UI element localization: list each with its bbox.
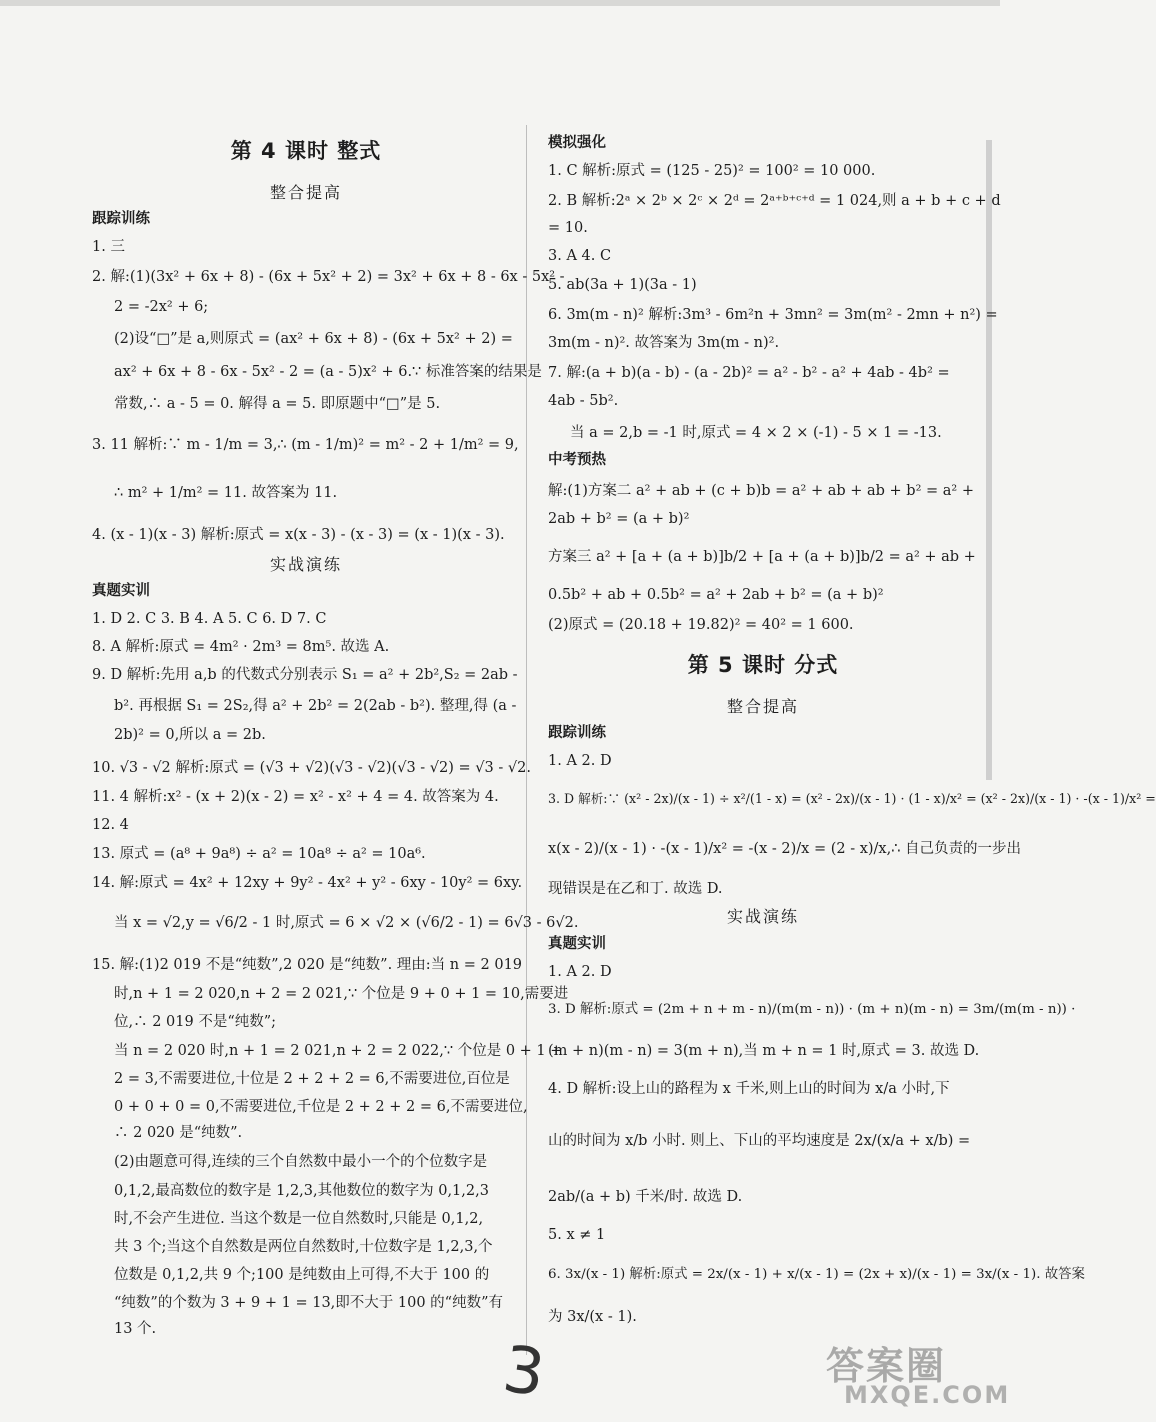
watermark-main-text: 答案圈: [826, 1344, 947, 1388]
answer-line: x(x - 2)/(x - 1) · -(x - 1)/x² = -(x - 2)/x = (2 - x)/x,∴ 自己负责的一步出: [548, 841, 1022, 857]
answer-line: 8. A 解析:原式 = 4m² · 2m³ = 8m⁵. 故选 A.: [92, 639, 390, 655]
answer-line: 12. 4: [92, 817, 129, 833]
answer-line: 2ab + b² = (a + b)²: [548, 511, 690, 527]
answer-line: 10. √3 - √2 解析:原式 = (√3 + √2)(√3 - √2)(√3 - √2) = √3 - √2.: [92, 760, 531, 776]
answer-line: 1. C 解析:原式 = (125 - 25)² = 100² = 10 000.: [548, 163, 876, 179]
answer-line: (m + n)(m - n) = 3(m + n),当 m + n = 1 时,原式 = 3. 故选 D.: [548, 1043, 980, 1059]
answer-line: 当 n = 2 020 时,n + 1 = 2 021,n + 2 = 2 022,∵ 个位是 0 + 1 +: [114, 1043, 563, 1059]
answer-line: (2)原式 = (20.18 + 19.82)² = 40² = 1 600.: [548, 617, 854, 633]
subsection-heading: 真题实训: [92, 583, 150, 599]
answer-line: 3. D 解析:原式 = (2m + n + m - n)/(m(m - n)) · (m + n)(m - n) = 3m/(m(m - n)) ·: [548, 1002, 1076, 1017]
answer-line: 5. ab(3a + 1)(3a - 1): [548, 277, 697, 293]
answer-line: ax² + 6x + 8 - 6x - 5x² - 2 = (a - 5)x² + 6.∵ 标准答案的结果是: [114, 364, 542, 380]
subsection-heading: 跟踪训练: [92, 211, 150, 227]
section-heading: 整合提高: [269, 183, 342, 202]
answer-line: b². 再根据 S₁ = 2S₂,得 a² + 2b² = 2(2ab - b²). 整理,得 (a -: [114, 698, 517, 714]
answer-line: 2. B 解析:2ᵃ × 2ᵇ × 2ᶜ × 2ᵈ = 2ᵃ⁺ᵇ⁺ᶜ⁺ᵈ = 1 024,则 a + b + c + d: [548, 193, 1001, 209]
answer-line: 4ab - 5b².: [548, 393, 619, 409]
answer-line: 13 个.: [114, 1321, 157, 1337]
answer-line: 7. 解:(a + b)(a - b) - (a - 2b)² = a² - b² - a² + 4ab - 4b² =: [548, 365, 950, 381]
subsection-heading: 中考预热: [548, 452, 606, 468]
answer-line: 位数是 0,1,2,共 9 个;100 是纯数由上可得,不大于 100 的: [114, 1267, 490, 1283]
answer-line: 3m(m - n)². 故答案为 3m(m - n)².: [548, 335, 780, 351]
answer-line: 时,n + 1 = 2 020,n + 2 = 2 021,∵ 个位是 9 + 0 + 1 = 10,需要进: [114, 986, 569, 1002]
subsection-heading: 模拟强化: [548, 135, 606, 151]
section-heading: 整合提高: [726, 697, 799, 716]
section-heading: 实战演练: [269, 555, 342, 574]
answer-line: 方案三 a² + [a + (a + b)]b/2 + [a + (a + b)]b/2 = a² + ab +: [548, 549, 976, 565]
answer-line: 现错误是在乙和丁. 故选 D.: [548, 881, 723, 897]
answer-line: 2 = 3,不需要进位,十位是 2 + 2 + 2 = 6,不需要进位,百位是: [114, 1071, 510, 1087]
column-divider: [526, 125, 527, 1355]
answer-line: 0.5b² + ab + 0.5b² = a² + 2ab + b² = (a + b)²: [548, 587, 884, 603]
answer-line: (2)设“□”是 a,则原式 = (ax² + 6x + 8) - (6x + 5x² + 2) =: [114, 331, 513, 347]
answer-line: 当 x = √2,y = √6/2 - 1 时,原式 = 6 × √2 × (√6/2 - 1) = 6√3 - 6√2.: [114, 915, 579, 931]
answer-line: 当 a = 2,b = -1 时,原式 = 4 × 2 × (-1) - 5 × 1 = -13.: [570, 425, 942, 441]
answer-line: 1. 三: [92, 239, 125, 255]
subsection-heading: 跟踪训练: [548, 725, 606, 741]
answer-line: 2b)² = 0,所以 a = 2b.: [114, 727, 266, 743]
lesson-title-5: 第 5 课时 分式: [687, 653, 839, 677]
answer-line: 14. 解:原式 = 4x² + 12xy + 9y² - 4x² + y² - 6xy - 10y² = 6xy.: [92, 875, 523, 891]
answer-line: 3. D 解析:∵ (x² - 2x)/(x - 1) ÷ x²/(1 - x) = (x² - 2x)/(x - 1) · (1 - x)/x² = (x² - 2x)/(x - 1) · -(x - 1)/x² =: [548, 791, 1156, 806]
answer-line: 山的时间为 x/b 小时. 则上、下山的平均速度是 2x/(x/a + x/b) =: [548, 1133, 971, 1149]
answer-line: 6. 3m(m - n)² 解析:3m³ - 6m²n + 3mn² = 3m(m² - 2mn + n²) =: [548, 307, 998, 323]
lesson-title-4: 第 4 课时 整式: [230, 139, 382, 163]
answer-line: 0 + 0 + 0 = 0,不需要进位,千位是 2 + 2 + 2 = 6,不需要进位,: [114, 1099, 528, 1115]
answer-line: 2 = -2x² + 6;: [114, 299, 209, 315]
answer-line: ∴ m² + 1/m² = 11. 故答案为 11.: [114, 485, 338, 501]
subsection-heading: 真题实训: [548, 936, 606, 952]
watermark-logo: [826, 1335, 1011, 1413]
answer-line: 1. A 2. D: [548, 753, 612, 769]
page-edge-mark: [986, 140, 992, 780]
answer-line: 1. A 2. D: [548, 964, 612, 980]
answer-line: 13. 原式 = (a⁸ + 9a⁸) ÷ a² = 10a⁸ ÷ a² = 10a⁶.: [92, 846, 426, 862]
answer-line: 5. x ≠ 1: [548, 1227, 606, 1243]
answer-line: 1. D 2. C 3. B 4. A 5. C 6. D 7. C: [92, 611, 327, 627]
answer-line: 9. D 解析:先用 a,b 的代数式分别表示 S₁ = a² + 2b²,S₂ = 2ab -: [92, 667, 518, 683]
answer-line: 共 3 个;当这个自然数是两位自然数时,十位数字是 1,2,3,个: [114, 1239, 493, 1255]
answer-line: 15. 解:(1)2 019 不是“纯数”,2 020 是“纯数”. 理由:当 n = 2 019: [92, 957, 523, 973]
answer-line: (2)由题意可得,连续的三个自然数中最小一个的个位数字是: [114, 1154, 488, 1170]
answer-line: 位,∴ 2 019 不是“纯数”;: [114, 1014, 277, 1030]
answer-line: 时,不会产生进位. 当这个数是一位自然数时,只能是 0,1,2,: [114, 1211, 484, 1227]
answer-line: 解:(1)方案二 a² + ab + (c + b)b = a² + ab + ab + b² = a² +: [548, 483, 974, 499]
answer-line: 11. 4 解析:x² - (x + 2)(x - 2) = x² - x² + 4 = 4. 故答案为 4.: [92, 789, 499, 805]
answer-line: 常数,∴ a - 5 = 0. 解得 a = 5. 即原题中“□”是 5.: [114, 396, 441, 412]
answer-line: 4. (x - 1)(x - 3) 解析:原式 = x(x - 3) - (x - 3) = (x - 1)(x - 3).: [92, 527, 505, 543]
answer-line: 4. D 解析:设上山的路程为 x 千米,则上山的时间为 x/a 小时,下: [548, 1081, 950, 1097]
handwritten-page-number: 3: [498, 1332, 550, 1412]
answer-line: ∴ 2 020 是“纯数”.: [114, 1125, 243, 1141]
watermark-sub-text: MXQE.COM: [844, 1381, 1011, 1409]
answer-line: 2ab/(a + b) 千米/时. 故选 D.: [548, 1189, 743, 1205]
section-heading: 实战演练: [726, 907, 799, 926]
answer-line: 0,1,2,最高数位的数字是 1,2,3,其他数位的数字为 0,1,2,3: [114, 1183, 489, 1199]
answer-line: 2. 解:(1)(3x² + 6x + 8) - (6x + 5x² + 2) = 3x² + 6x + 8 - 6x - 5x² -: [92, 269, 565, 285]
answer-line: = 10.: [548, 220, 588, 236]
answer-line: 6. 3x/(x - 1) 解析:原式 = 2x/(x - 1) + x/(x - 1) = (2x + x)/(x - 1) = 3x/(x - 1). 故答案: [548, 1267, 1085, 1282]
answer-line: 3. A 4. C: [548, 248, 612, 264]
answer-line: 3. 11 解析:∵ m - 1/m = 3,∴ (m - 1/m)² = m² - 2 + 1/m² = 9,: [92, 437, 519, 453]
page-top-edge: [0, 0, 1000, 6]
answer-line: “纯数”的个数为 3 + 9 + 1 = 13,即不大于 100 的“纯数”有: [114, 1295, 503, 1311]
answer-line: 为 3x/(x - 1).: [548, 1309, 637, 1325]
